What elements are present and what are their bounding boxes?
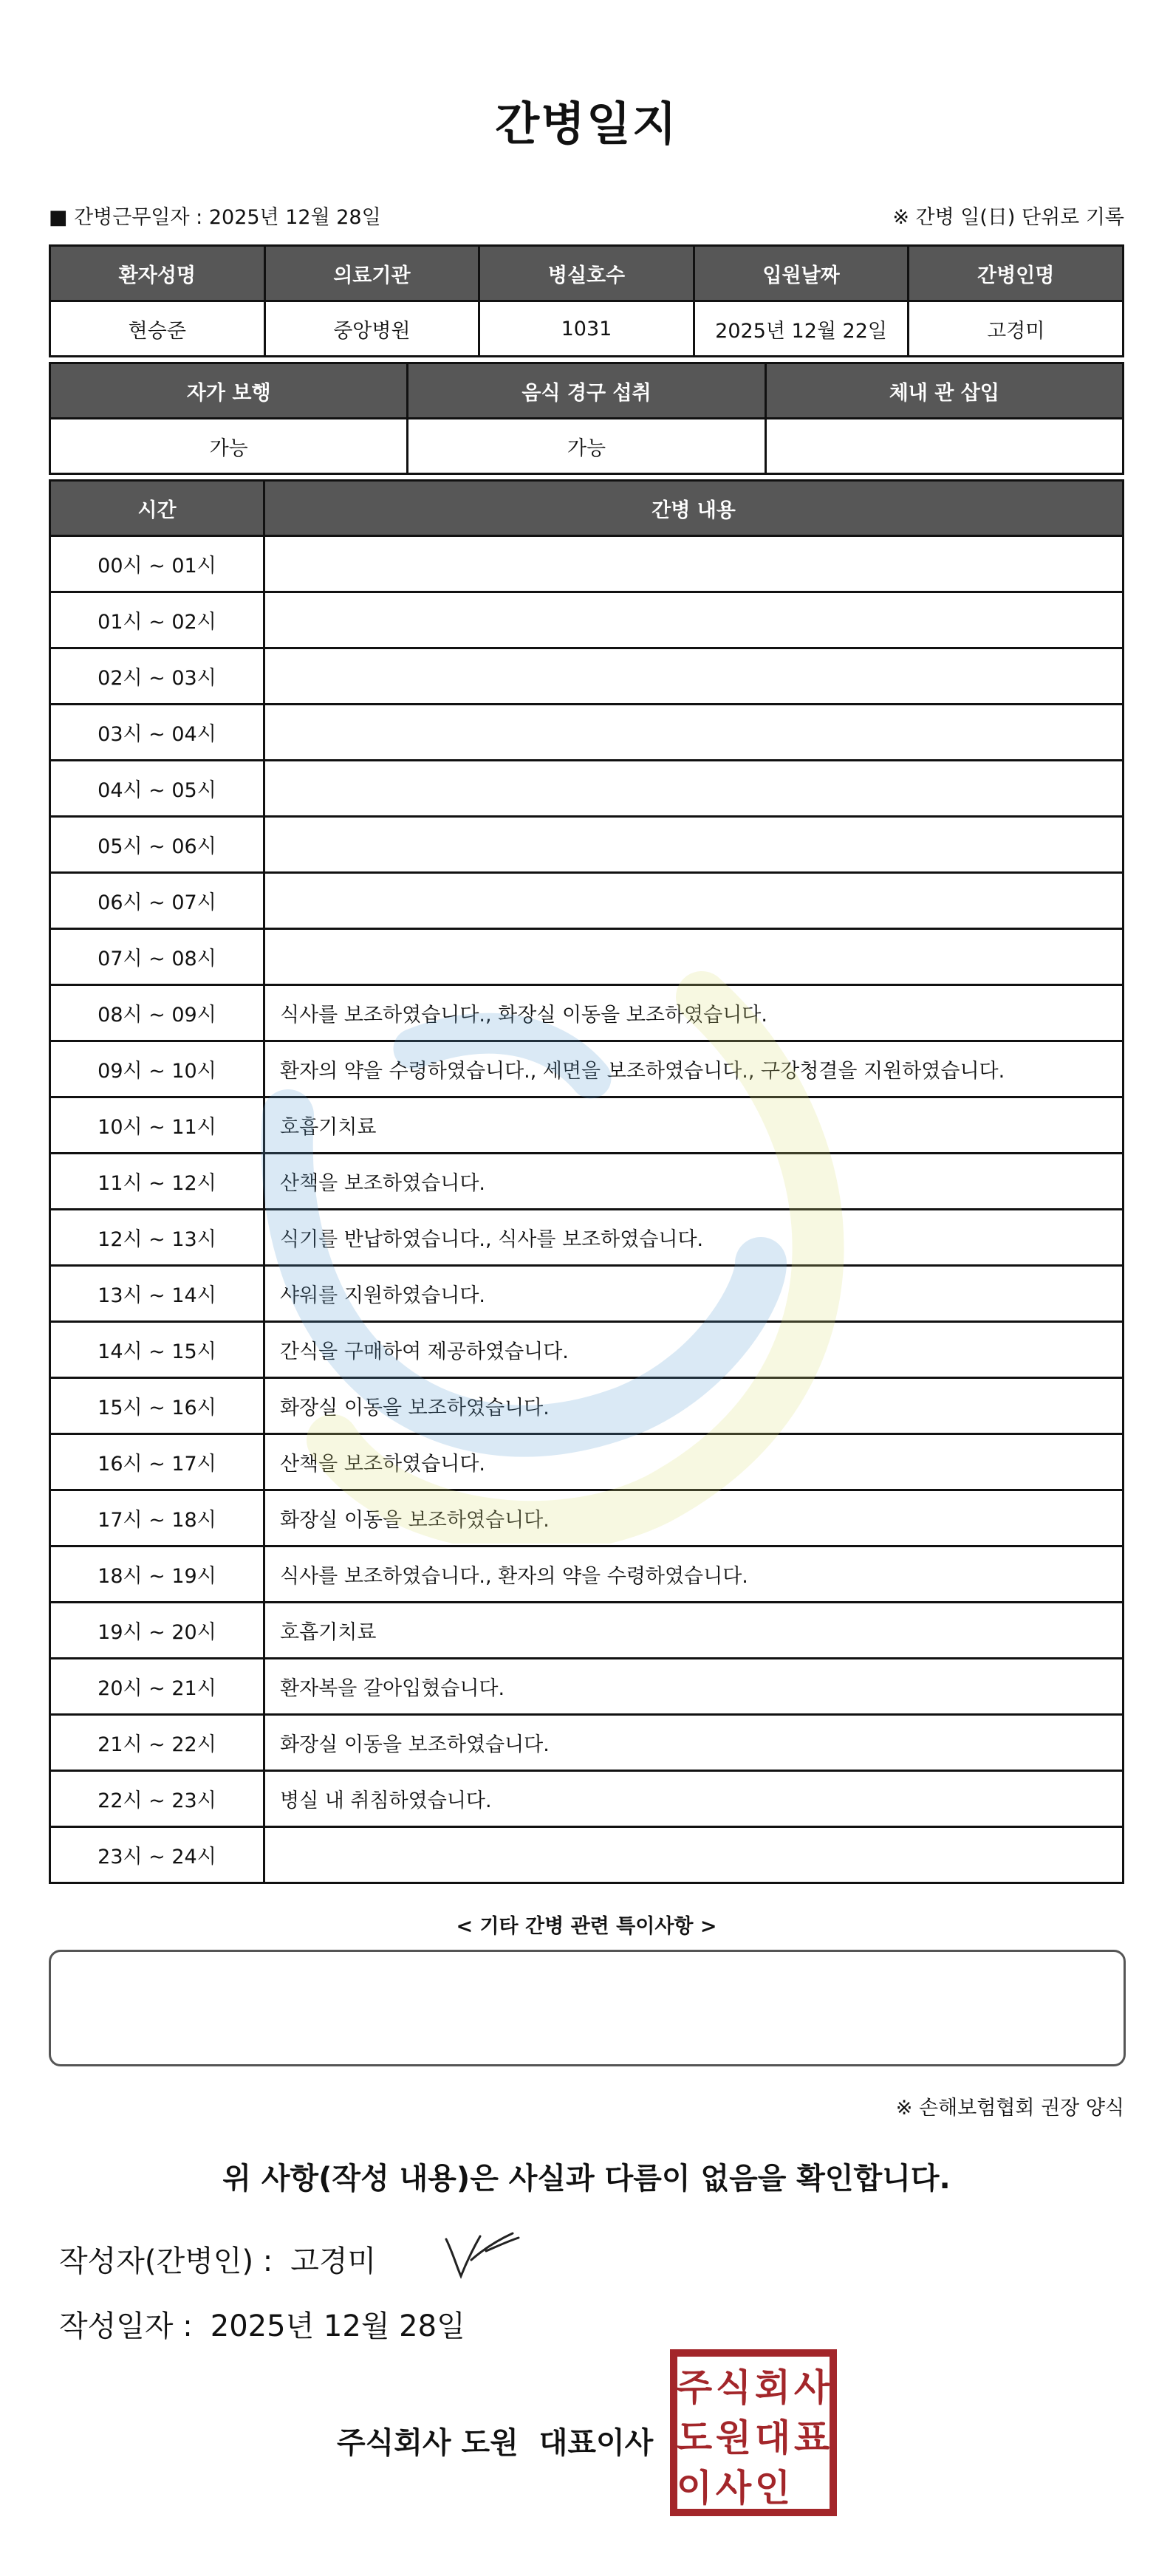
care-content-cell: 화장실 이동을 보조하였습니다. (264, 1490, 1124, 1546)
care-content-cell: 환자복을 갈아입혔습니다. (264, 1659, 1124, 1715)
time-cell: 03시 ~ 04시 (50, 705, 264, 761)
table-row (50, 705, 1124, 761)
care-content-cell: 식사를 보조하였습니다., 환자의 약을 수령하였습니다. (264, 1546, 1124, 1603)
care-content-cell: 식기를 반납하였습니다., 식사를 보조하였습니다. (264, 1210, 1124, 1266)
table-row (50, 1097, 1124, 1154)
value-tube (765, 419, 1123, 474)
table-row (50, 648, 1124, 705)
time-cell: 21시 ~ 22시 (50, 1715, 264, 1771)
time-cell: 18시 ~ 19시 (50, 1546, 264, 1603)
patient-info-table (49, 244, 1124, 357)
time-cell: 15시 ~ 16시 (50, 1378, 264, 1434)
time-cell: 06시 ~ 07시 (50, 873, 264, 929)
table-row (50, 985, 1124, 1041)
time-cell: 22시 ~ 23시 (50, 1771, 264, 1827)
work-date: ■ 간병근무일자 : 2025년 12월 28일 (49, 206, 381, 229)
time-cell: 11시 ~ 12시 (50, 1154, 264, 1210)
time-cell: 02시 ~ 03시 (50, 648, 264, 705)
care-content-cell: 화장실 이동을 보조하였습니다. (264, 1715, 1124, 1771)
seal-character: 표 (793, 2416, 830, 2459)
time-cell: 17시 ~ 18시 (50, 1490, 264, 1546)
time-cell: 19시 ~ 20시 (50, 1603, 264, 1659)
seal-character: 도 (676, 2416, 713, 2459)
header-room: 병실호수 (479, 246, 694, 301)
written-date-row (59, 2303, 465, 2345)
value-admission-date: 2025년 12월 22일 (694, 301, 909, 357)
seal-character: 인 (754, 2467, 791, 2510)
care-content-cell (264, 705, 1124, 761)
table-row (50, 592, 1124, 648)
written-date-value: 2025년 12월 28일 (210, 2309, 465, 2343)
company-name: 주식회사 도원 (337, 2426, 519, 2460)
header-tube: 체내 관 삽입 (765, 363, 1123, 419)
time-cell: 12시 ~ 13시 (50, 1210, 264, 1266)
time-cell: 09시 ~ 10시 (50, 1041, 264, 1097)
table-row (50, 1771, 1124, 1827)
seal-character: 원 (715, 2416, 752, 2459)
seal-character: 대 (754, 2416, 791, 2459)
care-content-cell: 샤워를 지원하였습니다. (264, 1266, 1124, 1322)
table-row (50, 1210, 1124, 1266)
care-content-cell: 산책을 보조하였습니다. (264, 1154, 1124, 1210)
header-oral-intake: 음식 경구 섭취 (408, 363, 765, 419)
seal-character: 주 (676, 2366, 713, 2409)
time-cell: 04시 ~ 05시 (50, 761, 264, 817)
time-cell: 00시 ~ 01시 (50, 536, 264, 592)
patient-header-row (50, 246, 1124, 301)
time-cell: 20시 ~ 21시 (50, 1659, 264, 1715)
table-row (50, 1266, 1124, 1322)
confirm-statement: 위 사항(작성 내용)은 사실과 다름이 없음을 확인합니다. (222, 2162, 951, 2196)
table-row (50, 761, 1124, 817)
written-date-label: 작성일자 : (59, 2309, 193, 2343)
patient-value-row (50, 301, 1124, 357)
value-hospital: 중앙병원 (264, 301, 479, 357)
daily-note: ※ 간병 일(日) 단위로 기록 (892, 206, 1124, 229)
table-row (50, 1546, 1124, 1603)
company-title: 대표이사 (538, 2426, 654, 2460)
table-row (50, 1715, 1124, 1771)
status-table (49, 362, 1124, 475)
time-cell: 08시 ~ 09시 (50, 985, 264, 1041)
time-cell: 16시 ~ 17시 (50, 1434, 264, 1490)
care-content-cell (264, 873, 1124, 929)
seal-character: 이 (676, 2467, 713, 2510)
seal-character: 회 (754, 2366, 791, 2409)
table-row (50, 873, 1124, 929)
care-content-cell (264, 929, 1124, 985)
table-row (50, 1378, 1124, 1434)
care-content-cell: 식사를 보조하였습니다., 화장실 이동을 보조하였습니다. (264, 985, 1124, 1041)
time-cell: 23시 ~ 24시 (50, 1827, 264, 1883)
table-row (50, 536, 1124, 592)
status-header-row (50, 363, 1124, 419)
author-label: 작성자(간병인) : (59, 2244, 273, 2278)
care-content-cell: 병실 내 취침하였습니다. (264, 1771, 1124, 1827)
care-content-cell (264, 536, 1124, 592)
table-row (50, 1154, 1124, 1210)
care-log-table (49, 479, 1124, 1884)
time-cell: 05시 ~ 06시 (50, 817, 264, 873)
care-content-cell (264, 817, 1124, 873)
header-caregiver: 간병인명 (909, 246, 1124, 301)
author-name: 고경미 (290, 2244, 377, 2278)
author-row (59, 2238, 376, 2280)
table-row (50, 1659, 1124, 1715)
care-content-cell: 호흡기치료 (264, 1097, 1124, 1154)
header-patient-name: 환자성명 (50, 246, 265, 301)
remarks-title: < 기타 간병 관련 특이사항 > (456, 1915, 717, 1938)
value-room: 1031 (479, 301, 694, 357)
care-content-cell (264, 1827, 1124, 1883)
care-content-cell: 산책을 보조하였습니다. (264, 1434, 1124, 1490)
care-content-cell: 화장실 이동을 보조하였습니다. (264, 1378, 1124, 1434)
table-row (50, 1041, 1124, 1097)
time-cell: 13시 ~ 14시 (50, 1266, 264, 1322)
time-cell: 14시 ~ 15시 (50, 1322, 264, 1378)
care-content-cell: 간식을 구매하여 제공하였습니다. (264, 1322, 1124, 1378)
time-cell: 10시 ~ 11시 (50, 1097, 264, 1154)
table-row (50, 929, 1124, 985)
recommend-note: ※ 손해보험협회 권장 양식 (895, 2097, 1124, 2120)
value-patient-name: 현승준 (50, 301, 265, 357)
table-row (50, 817, 1124, 873)
page-title: 간병일지 (495, 97, 678, 151)
time-cell: 01시 ~ 02시 (50, 592, 264, 648)
signature-image (442, 2229, 523, 2281)
care-content-cell (264, 648, 1124, 705)
value-walking: 가능 (50, 419, 408, 474)
care-content-cell: 환자의 약을 수령하였습니다., 세면을 보조하였습니다., 구강청결을 지원하였습니다. (264, 1041, 1124, 1097)
seal-character: 사 (793, 2366, 830, 2409)
value-caregiver: 고경미 (909, 301, 1124, 357)
table-row (50, 1322, 1124, 1378)
company-signature-line (337, 2419, 653, 2462)
table-row (50, 1827, 1124, 1883)
company-seal (669, 2349, 838, 2517)
time-cell: 07시 ~ 08시 (50, 929, 264, 985)
header-time: 시간 (50, 481, 264, 536)
care-content-cell (264, 761, 1124, 817)
table-row (50, 1603, 1124, 1659)
header-walking: 자가 보행 (50, 363, 408, 419)
care-content-cell (264, 592, 1124, 648)
seal-character: 식 (715, 2366, 752, 2409)
value-oral-intake: 가능 (408, 419, 765, 474)
header-admission-date: 입원날짜 (694, 246, 909, 301)
log-header-row (50, 481, 1124, 536)
remarks-box[interactable] (49, 1950, 1126, 2066)
seal-character: 사 (715, 2467, 752, 2510)
care-content-cell: 호흡기치료 (264, 1603, 1124, 1659)
header-care-content: 간병 내용 (264, 481, 1124, 536)
status-value-row (50, 419, 1124, 474)
header-hospital: 의료기관 (264, 246, 479, 301)
table-row (50, 1490, 1124, 1546)
table-row (50, 1434, 1124, 1490)
